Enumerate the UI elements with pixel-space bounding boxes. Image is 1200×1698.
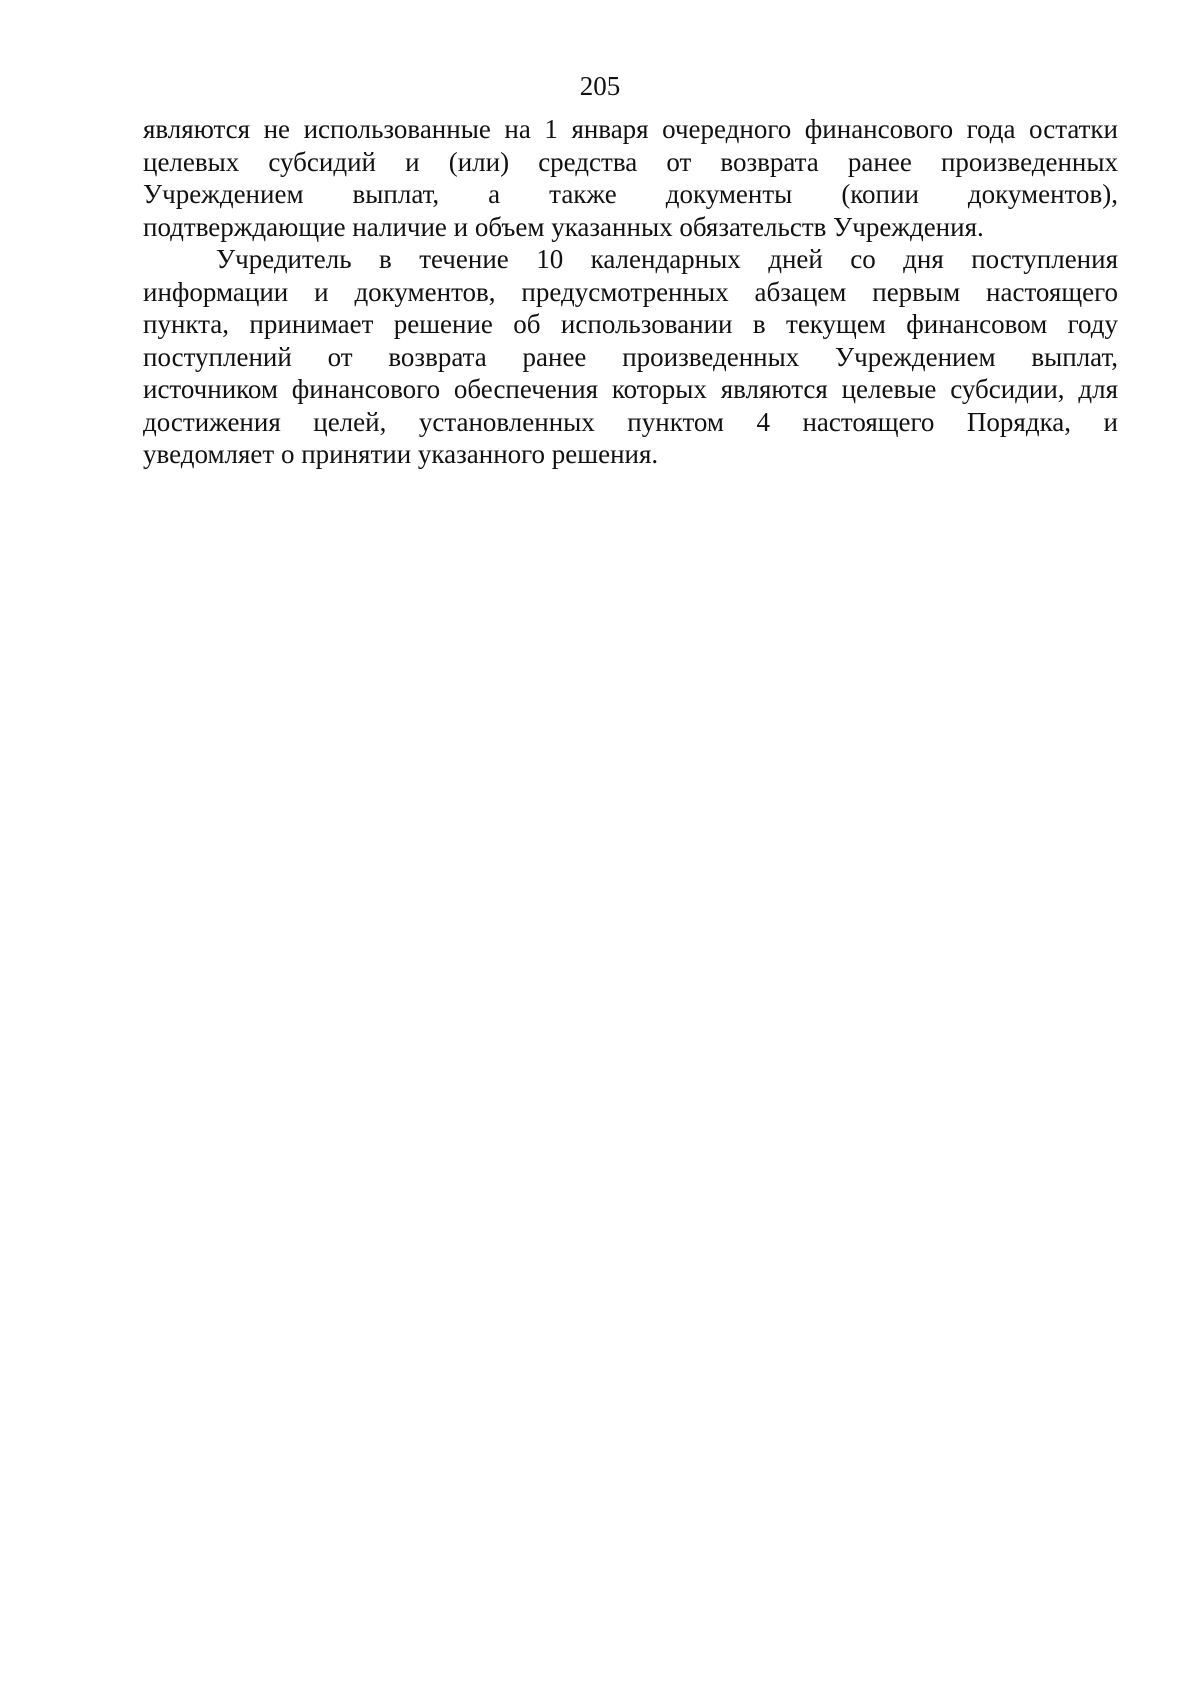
text-line: информации и документов, предусмотренных абзацем первым настоящего: [143, 276, 1118, 307]
document-body: [143, 113, 1118, 471]
page-number: 205: [579, 71, 621, 101]
paragraph-continuation: [143, 113, 1118, 243]
text-line: целевых субсидий и (или) средства от возврата ранее произведенных: [143, 146, 1118, 177]
text-line: источником финансового обеспечения которых являются целевые субсидии, для: [143, 374, 1118, 404]
text-line: поступлений от возврата ранее произведенных Учреждением выплат,: [143, 341, 1118, 372]
text-line: достижения целей, установленных пунктом 4 настоящего Порядка, и: [143, 406, 1118, 437]
text-line: пункта, принимает решение об использовании в текущем финансовом году: [143, 309, 1118, 339]
text-line: уведомляет о принятии указанного решения.: [143, 439, 659, 469]
paragraph-founder-decision: [143, 243, 1118, 471]
text-line: Учредитель в течение 10 календарных дней со дня поступления: [216, 244, 1118, 274]
text-line: подтверждающие наличие и объем указанных обязательств Учреждения.: [143, 211, 984, 242]
text-line: являются не использованные на 1 января очередного финансового года остатки: [143, 114, 1118, 144]
text-line: Учреждением выплат, а также документы (копии документов),: [143, 179, 1118, 209]
